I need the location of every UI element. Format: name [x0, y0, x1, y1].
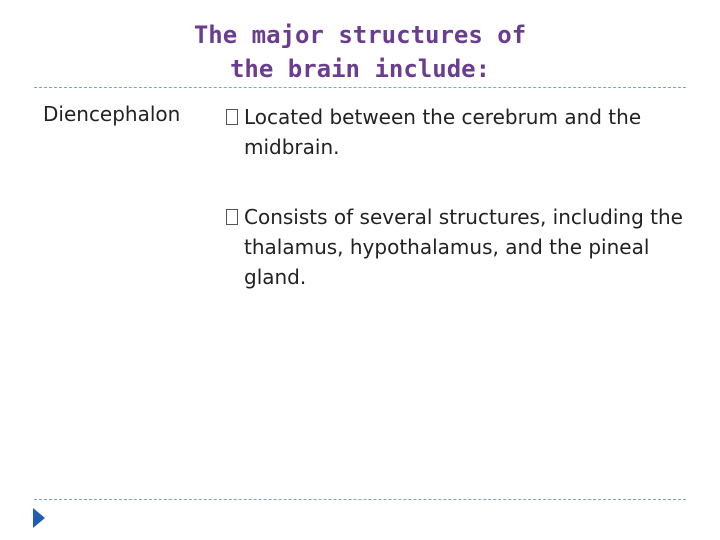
bullet-text: Consists of several structures, including the thalamus, hypothalamus, and the pineal gland.: [244, 205, 683, 289]
bullet-item: [226, 102, 686, 162]
term-label: Diencephalon: [43, 102, 181, 126]
square-bullet-icon: [226, 209, 238, 225]
top-divider: [34, 87, 686, 88]
square-bullet-icon: [226, 109, 238, 125]
bottom-divider: [34, 499, 686, 500]
slide-title: [60, 18, 660, 86]
bullet-text: Located between the cerebrum and the midbrain.: [244, 105, 642, 159]
slide-title-line-1: The major structures of: [193, 21, 527, 49]
bullet-item: [226, 202, 686, 292]
next-slide-arrow-icon[interactable]: [33, 508, 45, 528]
bullet-list: [226, 102, 686, 332]
slide-title-line-2: the brain include:: [229, 55, 491, 83]
